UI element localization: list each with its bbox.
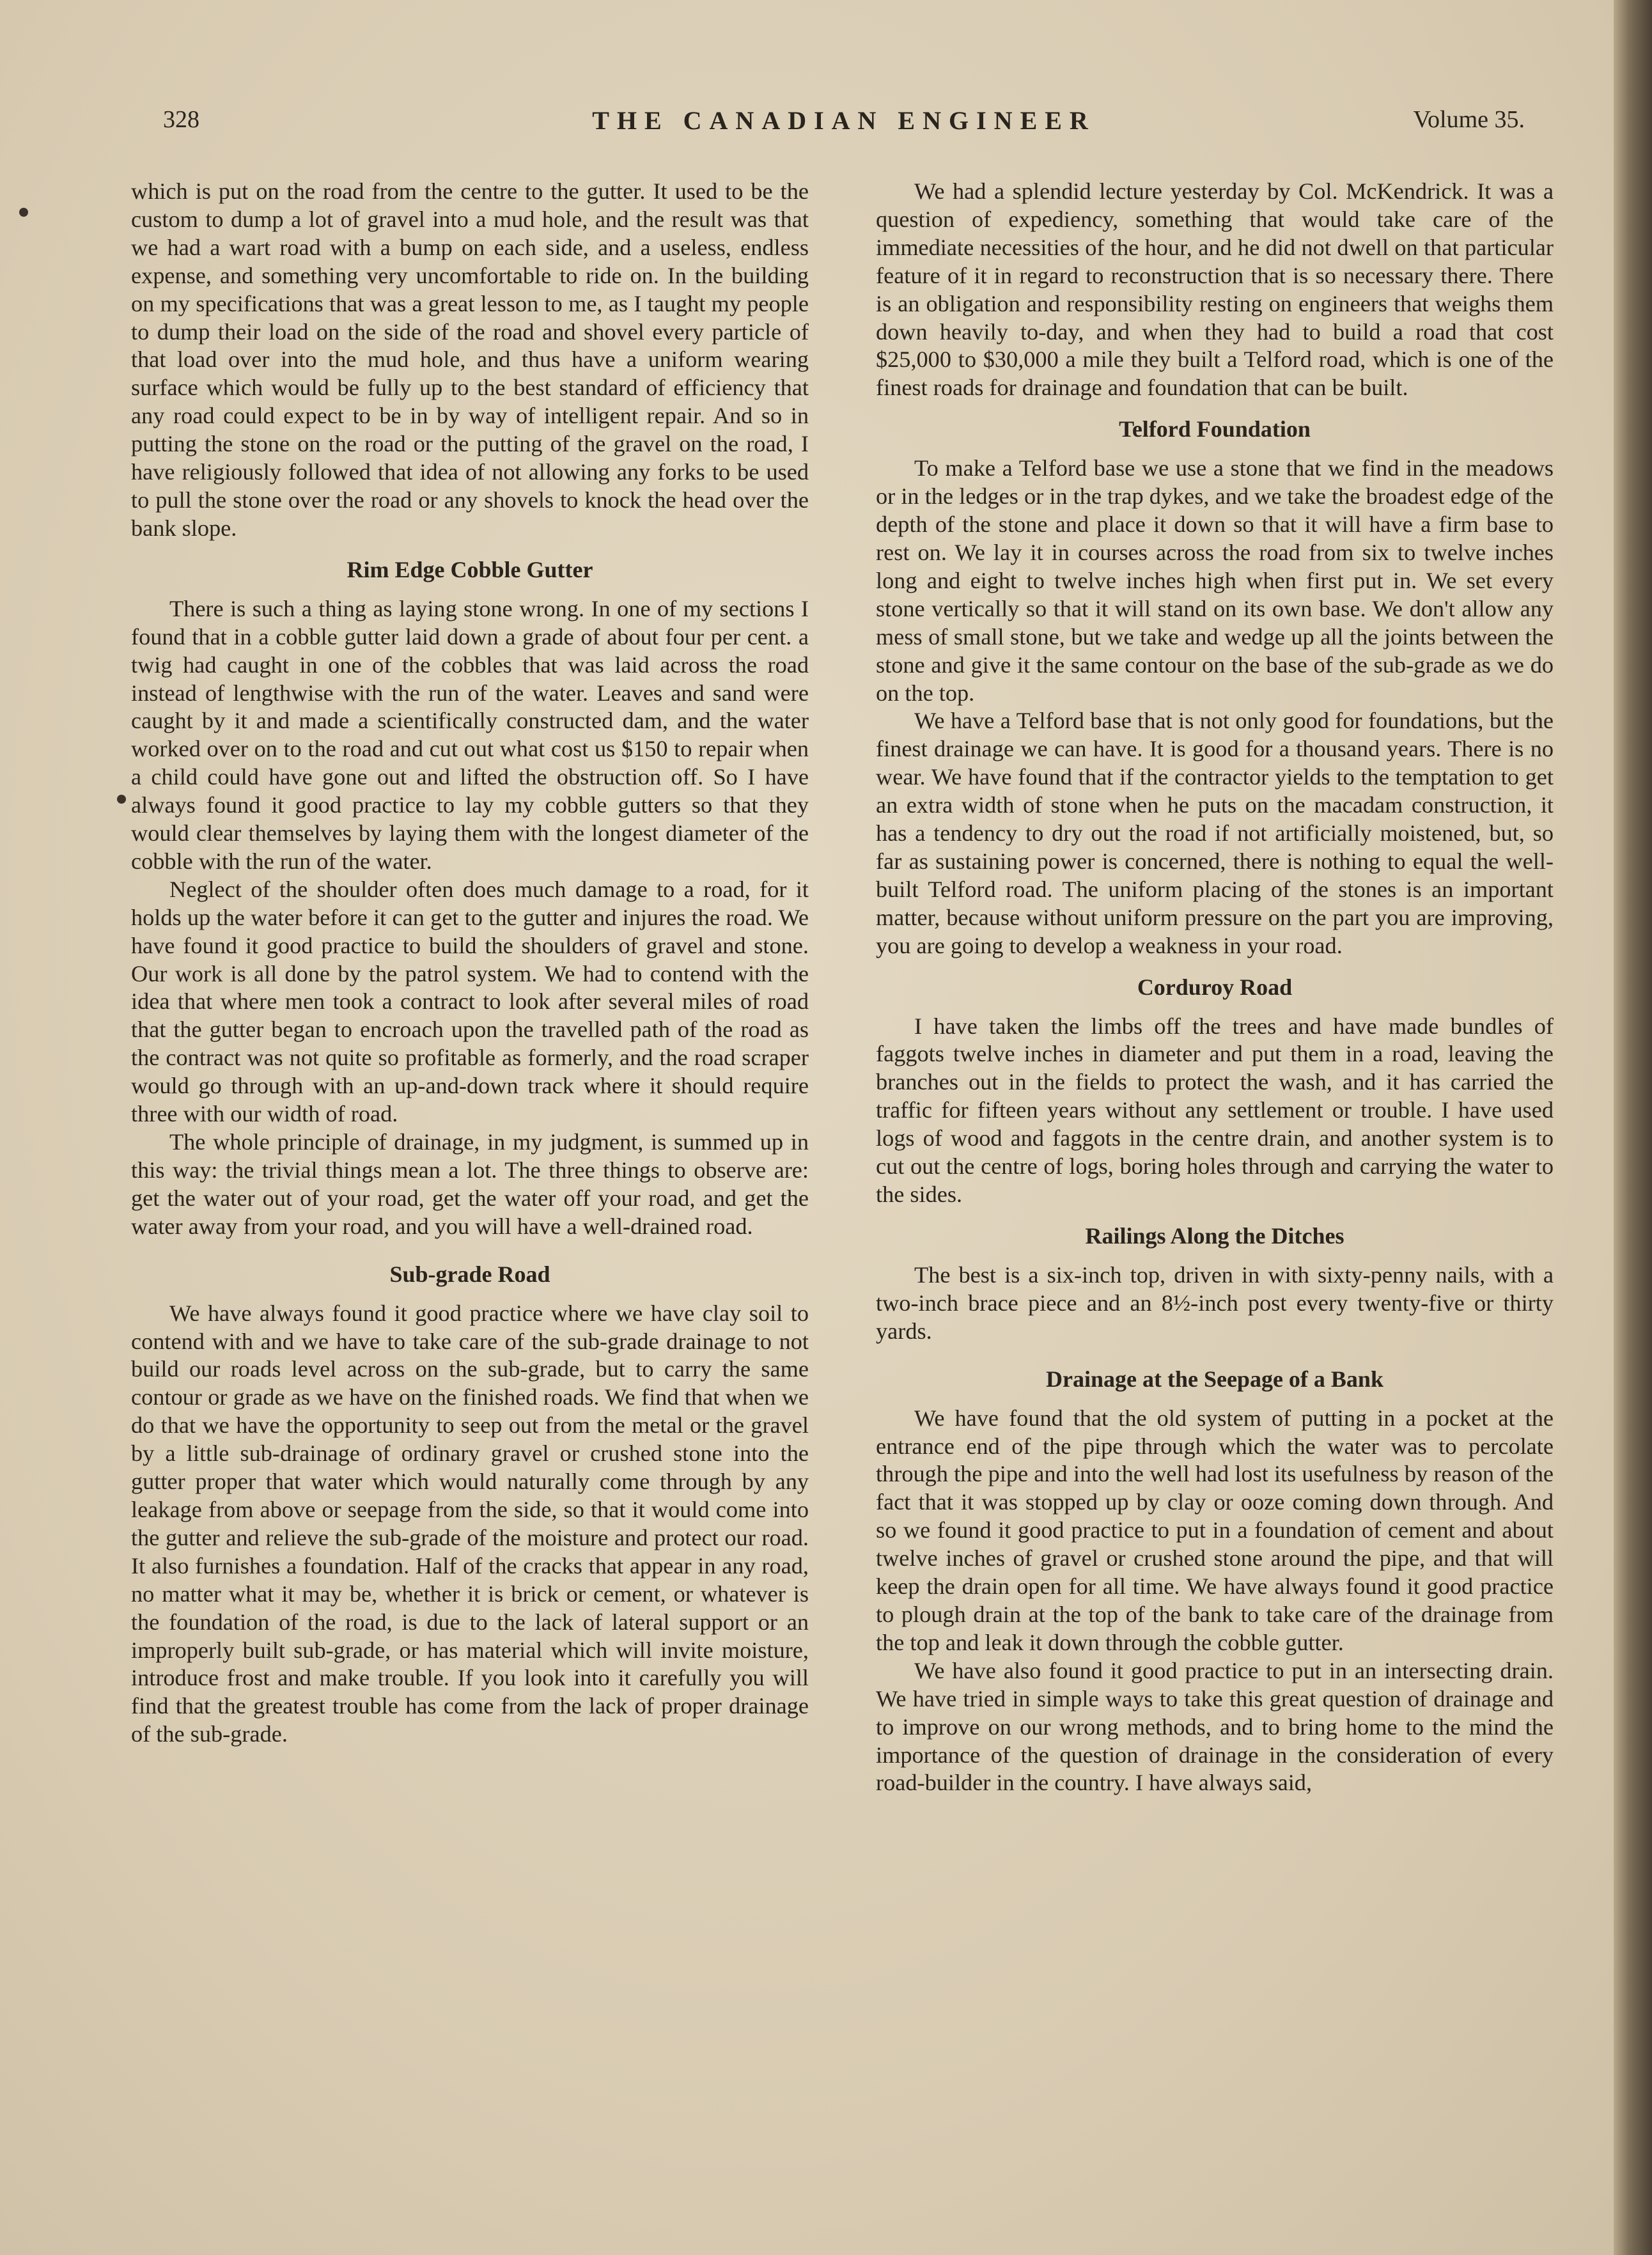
- paragraph: Neglect of the shoulder often does much damage to a road, for it holds up the water before it can get to the gutter and injures the road. We have found it good practice to build the shoulders of gravel and stone. Our work is all done by the patrol system. We had to contend with the idea that where men took a contract to look after several miles of road that the gutter began to encroach upon the travelled path of the road as the contract was not quite so profitable as formerly, and the road scraper would go through with an up-and-down track where it should require three with our width of road.: [131, 876, 809, 1127]
- paragraph: which is put on the road from the centre to the gutter. It used to be the custom to dump a lot of gravel into a mud hole, and the result was that we had a wart road with a bump on each side, and a useless, endless expense, and something very uncomfortable to ride on. In the building on my specifications that was a great lesson to me, as I taught my people to dump their load on the side of the road and shovel every particle of that load over into the mud hole, and thus have a uniform wearing surface which would be fully up to the best standard of efficiency that any road could expect to be in by way of intelligent repair. And so in putting the stone on the road or the putting of the gravel on the road, I have religiously followed that idea of not allowing any forks to be used to pull the stone over the road or any shovels to knock the head over the bank slope.: [131, 178, 809, 541]
- paragraph: We had a splendid lecture yesterday by Col. McKendrick. It was a question of expediency, something that would take care of the immediate necessities of the hour, and he did not dwell on that particular feature of it in regard to reconstruction that is so necessary there. There is an obligation and responsibility resting on engineers that weighs them down heavily to-day, and when they had to build a road that cost $25,000 to $30,000 a mile they built a Telford road, which is one of the finest roads for drainage and foundation that can be built.: [876, 178, 1554, 401]
- paragraph: We have always found it good practice where we have clay soil to contend with and we have to take care of the sub-grade drainage to not build our roads level across on the sub-grade, but to carry the same contour or grade as we have on the finished roads. We find that when we do that we have the opportunity to seep out from the metal or the gravel by a little sub-drainage of ordinary gravel or crushed stone into the gutter proper that water which would naturally come through by any leakage from above or seepage from the side, so that it would come into the gutter and relieve the sub-grade of the moisture and protect our road. It also furnishes a foundation. Half of the cracks that appear in any road, no matter what it may be, whether it is brick or cement, or whatever is the foundation of the road, is due to the lack of lateral support or an improperly built sub-grade, or has material which will invite moisture, introduce frost and make trouble. If you look into it carefully you will find that the greatest trouble has come from the lack of proper drainage of the sub-grade.: [131, 1300, 809, 1747]
- right-column: [876, 178, 1554, 1797]
- left-column: [131, 178, 809, 1749]
- paragraph: I have taken the limbs off the trees and have made bundles of faggots twelve inches in diameter and put them in a road, leaving the branches out in the fields to protect the wash, and it has carried the traffic for fifteen years without any settlement or trouble. I have used logs of wood and faggots in the centre drain, and another system is to cut out the centre of logs, boring holes through and carrying the water to the sides.: [876, 1013, 1554, 1207]
- page-number: 328: [163, 106, 199, 133]
- paragraph: To make a Telford base we use a stone that we find in the meadows or in the ledges or in the trap dykes, and we take the broadest edge of the depth of the stone and place it down so that it will have a firm base to rest on. We lay it in courses across the road from six to twelve inches long and eight to twelve inches high when first put in. We set every stone vertically so that it will stand on its own base. We don't allow any mess of small stone, but we take and wedge up all the joints between the stone and give it the same contour on the base of the sub-grade as we do on the top.: [876, 455, 1554, 706]
- paragraph: We have a Telford base that is not only good for foundations, but the finest drainage we can have. It is good for a thousand years. There is no wear. We have found that if the contractor yields to the temptation to get an extra width of stone when he puts on the macadam construction, it has a tendency to dry out the road if not artificially moistened, but, so far as sustaining power is concerned, there is nothing to equal the well-built Telford road. The uniform placing of the stones is an important matter, because without uniform pressure on the part you are improving, you are going to develop a weakness in your road.: [876, 708, 1554, 958]
- paragraph: The whole principle of drainage, in my judgment, is summed up in this way: the trivial things mean a lot. The three things to observe are: get the water out of your road, get the water off your road, and get the water away from your road, and you will have a well-drained road.: [131, 1129, 809, 1239]
- section-heading-drainage: Drainage at the Seepage of a Bank: [1046, 1366, 1383, 1392]
- paragraph: The best is a six-inch top, driven in with sixty-penny nails, with a two-inch brace piece and an 8½-inch post every twenty-five or thirty yards.: [876, 1261, 1554, 1344]
- page-binding-shadow: [1614, 0, 1652, 2255]
- section-heading-rim-edge: Rim Edge Cobble Gutter: [347, 556, 593, 582]
- paragraph: We have also found it good practice to put in an intersecting drain. We have tried in simple ways to take this great question of drainage and to improve on our wrong methods, and to bring home to the mind the importance of the question of drainage in the consideration of every road-builder in the country. I have always said,: [876, 1657, 1554, 1796]
- section-heading-railings: Railings Along the Ditches: [1085, 1222, 1344, 1249]
- section-heading-telford: Telford Foundation: [1119, 416, 1311, 442]
- ink-blot: [117, 795, 126, 804]
- paragraph: There is such a thing as laying stone wrong. In one of my sections I found that in a cobble gutter laid down a grade of about four per cent. a twig had caught in one of the cobbles that was laid across the road instead of lengthwise with the run of the water. Leaves and sand were caught by it and made a scientifically constructed dam, and the water worked over on to the road and cut out what cost us $150 to repair when a child could have gone out and lifted the obstruction off. So I have always found it good practice to lay my cobble gutters so that they would clear themselves by laying them with the longest diameter of the cobble with the run of the water.: [131, 595, 809, 874]
- section-heading-sub-grade: Sub-grade Road: [389, 1261, 550, 1287]
- paragraph: We have found that the old system of putting in a pocket at the entrance end of the pipe through which the water was to percolate through the pipe and into the well had lost its usefulness by reason of the fact that it was stopped up by clay or ooze coming down through. And so we found it good practice to put in a foundation of cement and about twelve inches of gravel or crushed stone around the pipe, and that will keep the drain open for all time. We have always found it good practice to plough drain at the top of the bank to take care of the drainage from the top and leak it down through the cobble gutter.: [876, 1405, 1554, 1655]
- journal-title: THE CANADIAN ENGINEER: [592, 106, 1096, 135]
- ink-blot: [19, 208, 28, 217]
- volume-label: Volume 35.: [1413, 106, 1525, 133]
- page-header: [163, 105, 1525, 144]
- section-heading-corduroy: Corduroy Road: [1137, 974, 1293, 1000]
